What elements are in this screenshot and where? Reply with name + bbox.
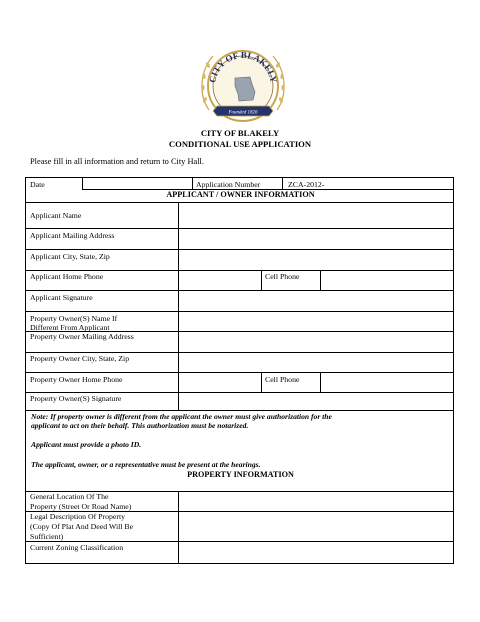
- application-number-prefix: ZCA-2012-: [288, 180, 325, 189]
- applicant-cell-phone-label: Cell Phone: [265, 272, 300, 281]
- authorization-note-line2: applicant to act on their behalf. This authorization must be notarized.: [31, 421, 249, 430]
- authorization-note-line1: Note: If property owner is different from the applicant the owner must give authorization for the: [31, 412, 332, 421]
- applicant-signature-label: Applicant Signature: [30, 293, 93, 302]
- owner-mailing-address-field[interactable]: [178, 331, 453, 352]
- legal-description-label-line1: Legal Description Of Property: [30, 512, 126, 521]
- owner-cell-phone-label: Cell Phone: [265, 375, 300, 384]
- seal-arc-text: CITY OF BLAKELY: [207, 49, 279, 84]
- hearing-note: The applicant, owner, or a representative must be present at the hearings.: [31, 460, 261, 469]
- applicant-name-label: Applicant Name: [30, 211, 82, 220]
- general-location-field[interactable]: [178, 491, 453, 511]
- owner-city-state-zip-field[interactable]: [178, 352, 453, 372]
- applicant-mailing-address-field[interactable]: [178, 228, 453, 249]
- seal-banner-text: Founded 1826: [228, 110, 258, 116]
- date-field[interactable]: [82, 178, 192, 189]
- applicant-signature-field[interactable]: [178, 290, 453, 311]
- date-label: Date: [30, 180, 45, 189]
- applicant-name-field[interactable]: [178, 202, 453, 228]
- applicant-cell-phone-field[interactable]: [321, 270, 453, 290]
- general-location-label-line1: General Location Of The: [30, 492, 109, 501]
- applicant-home-phone-field[interactable]: [178, 270, 261, 290]
- applicant-mailing-address-label: Applicant Mailing Address: [30, 231, 115, 240]
- owner-name-label-line2: Different From Applicant: [30, 323, 110, 332]
- city-title: CITY OF BLAKELY: [200, 128, 280, 138]
- instructions-text: Please fill in all information and return to City Hall.: [30, 157, 204, 166]
- owner-home-phone-label: Property Owner Home Phone: [30, 375, 123, 384]
- application-form: [25, 177, 454, 564]
- owner-cell-phone-field[interactable]: [321, 372, 453, 392]
- general-location-label-line2: Property (Street Or Road Name): [30, 502, 132, 511]
- photo-id-note: Applicant must provide a photo ID.: [31, 440, 142, 449]
- legal-description-field[interactable]: [178, 511, 453, 541]
- owner-city-state-zip-label: Property Owner City, State, Zip: [30, 354, 130, 363]
- applicant-city-state-zip-label: Applicant City, State, Zip: [30, 252, 110, 261]
- legal-description-label-line3: Sufficient): [30, 532, 64, 541]
- applicant-section-title: APPLICANT / OWNER INFORMATION: [166, 190, 315, 199]
- application-number-label: Application Number: [196, 180, 261, 189]
- applicant-home-phone-label: Applicant Home Phone: [30, 272, 104, 281]
- owner-name-field[interactable]: [178, 311, 453, 331]
- legal-description-label-line2: (Copy Of Plat And Deed Will Be: [30, 522, 134, 531]
- owner-signature-field[interactable]: [178, 392, 453, 410]
- owner-name-label-line1: Property Owner(S) Name If: [30, 314, 118, 323]
- current-zoning-field[interactable]: [178, 541, 453, 563]
- owner-home-phone-field[interactable]: [178, 372, 261, 392]
- owner-signature-label: Property Owner(S) Signature: [30, 394, 122, 403]
- owner-mailing-address-label: Property Owner Mailing Address: [30, 332, 134, 341]
- current-zoning-label: Current Zoning Classification: [30, 543, 124, 552]
- form-title: CONDITIONAL USE APPLICATION: [168, 139, 312, 149]
- city-seal-logo: [195, 40, 291, 128]
- applicant-city-state-zip-field[interactable]: [178, 249, 453, 270]
- property-section-title: PROPERTY INFORMATION: [187, 470, 294, 479]
